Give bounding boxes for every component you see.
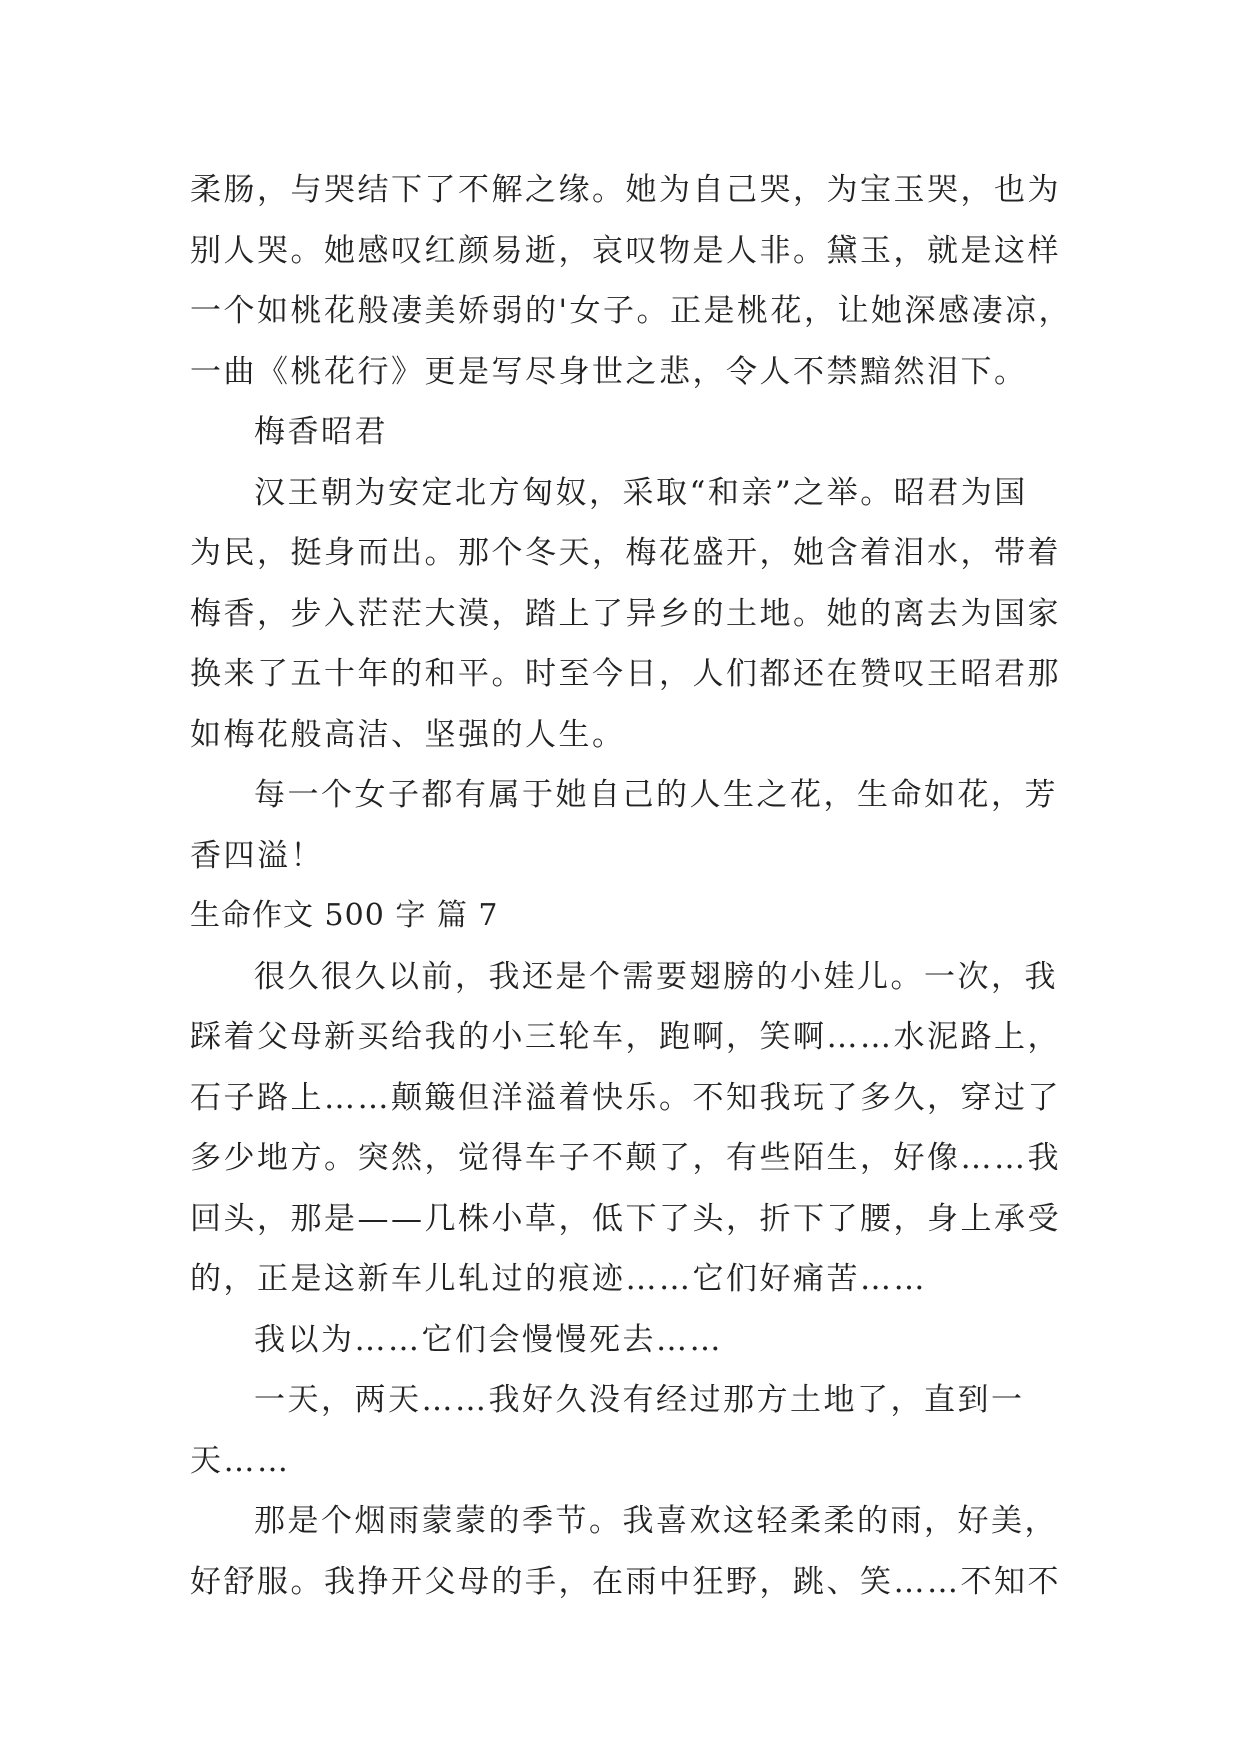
text-line: 多少地方。突然，觉得车子不颠了，有些陌生，好像……我 xyxy=(190,1140,1061,1176)
text-line: 一天，两天……我好久没有经过那方土地了，直到一 xyxy=(254,1382,1025,1418)
text-line: 踩着父母新买给我的小三轮车，跑啊，笑啊……水泥路上， xyxy=(190,1019,1061,1055)
text-line: 为民，挺身而出。那个冬天，梅花盛开，她含着泪水，带着 xyxy=(190,535,1061,571)
text-line: 好舒服。我挣开父母的手，在雨中狂野，跳、笑……不知不 xyxy=(190,1563,1061,1600)
text-line: 很久很久以前，我还是个需要翅膀的小娃儿。一次，我 xyxy=(254,958,1058,995)
article-heading: 生命作文 500 字 篇 7 xyxy=(190,898,499,933)
text-line: 一个如桃花般凄美娇弱的'女子。正是桃花，让她深感凄凉， xyxy=(190,293,1073,329)
text-line: 回头，那是——几株小草，低下了头，折下了腰，身上承受 xyxy=(190,1200,1061,1237)
text-line: 梅香，步入茫茫大漠，踏上了异乡的土地。她的离去为国家 xyxy=(190,595,1061,632)
text-line: 一曲《桃花行》更是写尽身世之悲，令人不禁黯然泪下。 xyxy=(190,353,1028,390)
text-line: 柔肠，与哭结下了不解之缘。她为自己哭，为宝玉哭，也为 xyxy=(190,172,1061,208)
article-body xyxy=(190,160,1073,1612)
text-line: 汉王朝为安定北方匈奴，采取“和亲”之举。昭君为国 xyxy=(254,474,1028,511)
text-line: 每一个女子都有属于她自己的人生之花，生命如花，芳 xyxy=(254,777,1058,813)
text-line: 香四溢！ xyxy=(190,837,324,874)
text-line: 别人哭。她感叹红颜易逝，哀叹物是人非。黛玉，就是这样 xyxy=(190,232,1061,269)
section-title: 梅香昭君 xyxy=(254,414,388,450)
text-line: 石子路上……颠簸但洋溢着快乐。不知我玩了多久，穿过了 xyxy=(190,1079,1061,1116)
text-line: 我以为……它们会慢慢死去…… xyxy=(254,1321,723,1358)
text-line: 换来了五十年的和平。时至今日，人们都还在赞叹王昭君那 xyxy=(190,656,1061,692)
text-line: 那是个烟雨蒙蒙的季节。我喜欢这轻柔柔的雨，好美， xyxy=(254,1503,1058,1539)
text-line: 的，正是这新车儿轧过的痕迹……它们好痛苦…… xyxy=(190,1261,927,1297)
text-line: 如梅花般高洁、坚强的人生。 xyxy=(190,716,626,753)
text-line: 天…… xyxy=(190,1442,291,1479)
